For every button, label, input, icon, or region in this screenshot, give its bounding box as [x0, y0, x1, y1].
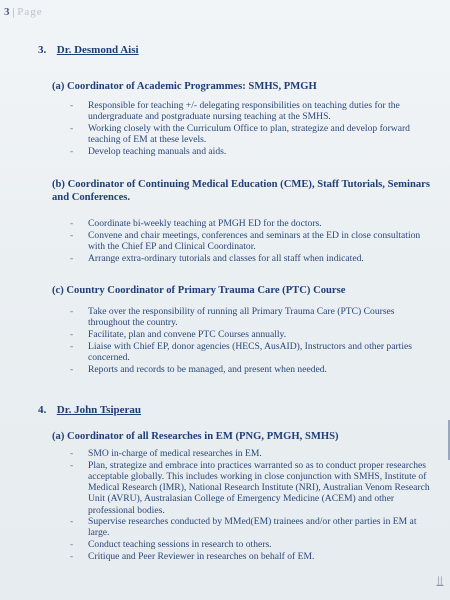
list-item: - Critique and Peer Reviewer in researches on behalf of EM. [70, 550, 315, 562]
responsibility-list [70, 218, 430, 264]
list-item: - Take over the responsibility of running all Primary Trauma Care (PTC) Courses throughout the country. [70, 306, 395, 329]
section-heading [38, 44, 139, 56]
list-item: - Responsible for teaching +/- delegating responsibilities on teaching duties for the undergraduate and postgraduate nursing teaching at the SMHS. [70, 100, 400, 123]
double-chevron-down-icon: ⫫ [436, 574, 444, 590]
list-item: - Convene and chair meetings, conferences and seminars at the ED in close consultation with the Chief EP and Clinical Coordinator. [70, 229, 421, 252]
page-header [4, 6, 43, 18]
section-number: 3. [38, 44, 47, 56]
page-word: Page [17, 6, 43, 18]
role-heading: (a) Coordinator of all Researches in EM (PNG, PMGH, SMHS) [52, 431, 339, 442]
section-heading [38, 404, 141, 416]
role-heading: (a) Coordinator of Academic Programmes: SMHS, PMGH [52, 81, 317, 92]
list-item: - Arrange extra-ordinary tutorials and classes for all staff when indicated. [70, 252, 364, 264]
list-item: - Working closely with the Curriculum Office to plan, strategize and develop forward teaching of EM at these levels. [70, 122, 410, 146]
list-item: - SMO in-charge of medical researches in EM. [70, 448, 262, 459]
role-heading: (b) Coordinator of Continuing Medical Education (CME), Staff Tutorials, Seminars and Conferences. [52, 179, 430, 203]
page-separator: | [12, 6, 15, 18]
list-item: - Coordinate bi-weekly teaching at PMGH ED for the doctors. [70, 218, 322, 229]
list-item: - Liaise with Chief EP, donor agencies (HECS, AusAID), Instructors and other parties concerned. [70, 340, 412, 363]
list-item: - Facilitate, plan and convene PTC Courses annually. [70, 328, 287, 340]
person-name: Dr. Desmond Aisi [56, 44, 139, 56]
list-item: - Reports and records to be managed, and present when needed. [70, 363, 327, 375]
responsibility-list [70, 100, 430, 158]
person-name: Dr. John Tsiperau [56, 404, 142, 416]
responsibility-list [70, 306, 430, 375]
role-heading: (c) Country Coordinator of Primary Trauma Care (PTC) Course [52, 285, 346, 296]
list-item: - Conduct teaching sessions in research to others. [70, 539, 272, 551]
list-item: - Plan, strategize and embrace into practices warranted so as to conduct proper researches acceptable globally. This includes working in close conjunction with SMHS, Institute of Medical Research (IMR), National Research Institute (NRI), Australian Venom Research Unit (AVRU), Australasian College of Emergency Medicine (ACEM) and other professional bodies. [70, 459, 430, 516]
responsibility-list [70, 448, 430, 563]
list-item: - Develop teaching manuals and aids. [70, 145, 227, 157]
page-number: 3 [4, 6, 10, 18]
section-number: 4. [38, 404, 47, 416]
list-item: - Supervise researches conducted by MMed(EM) trainees and/or other parties in EM at large. [70, 516, 417, 539]
